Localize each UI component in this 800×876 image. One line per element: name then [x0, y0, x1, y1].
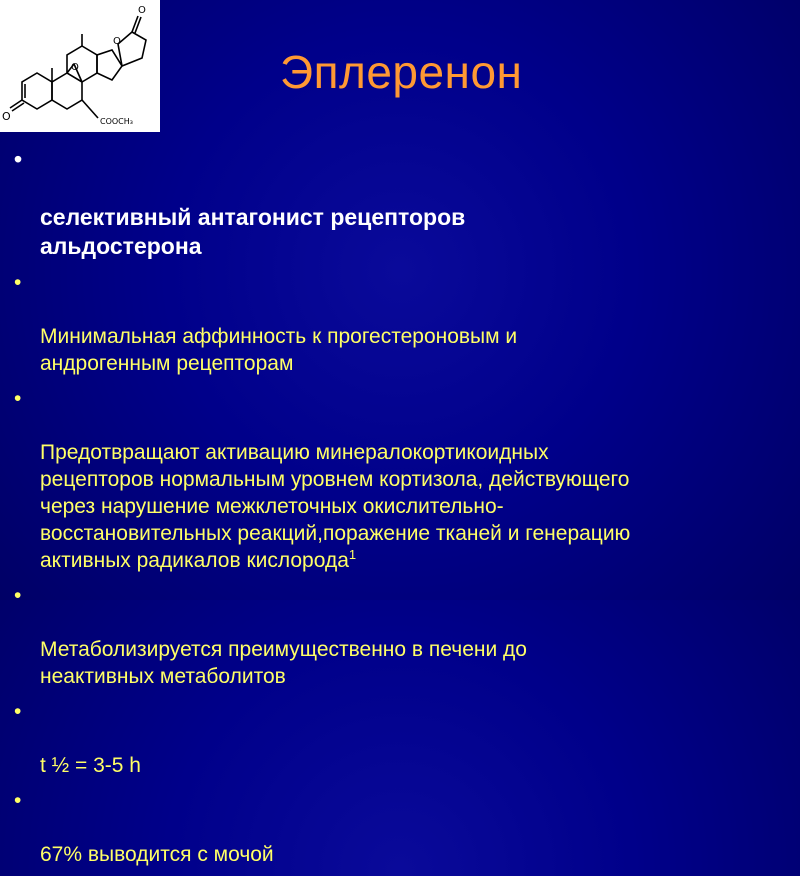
bullet-dot: •	[14, 271, 22, 294]
bullet-text: t ½ = 3-5 h	[40, 754, 141, 777]
bullet-list	[14, 145, 790, 876]
slide-title: Эплеренон	[280, 46, 523, 98]
epoxide-oxygen-label: O	[71, 62, 79, 73]
bullet-item	[14, 145, 790, 261]
bullet-item	[14, 385, 790, 574]
eplerenone-structure-diagram	[0, 0, 160, 132]
bullet-item	[14, 787, 790, 868]
bullet-dot: •	[14, 584, 22, 607]
bullet-dot: •	[14, 146, 23, 172]
lactone-oxygen-label: O	[113, 36, 121, 47]
bullet-item	[14, 698, 790, 779]
bullet-text: Минимальная аффинность к прогестероновым и андрогенным рецепторам	[40, 325, 518, 375]
bullet-text: селективный антагонист рецепторов альдостерона	[40, 204, 466, 259]
footnote-marker: 1	[348, 547, 357, 562]
bullet-text: Предотвращают активацию минералокортикоидных рецепторов нормальным уровнем кортизола, действующего через нарушение межклеточных окислительно- восстановительных реакций,поражение тканей и генерацию активных радикалов кислорода	[40, 441, 631, 572]
ketone-oxygen-label: O	[2, 110, 11, 123]
bullet-text: 67% выводится с мочой	[40, 843, 274, 866]
bullet-dot: •	[14, 700, 22, 723]
ester-label: COOCH₃	[100, 117, 133, 126]
chemical-structure-image	[0, 0, 160, 132]
bullet-dot: •	[14, 387, 22, 410]
bullet-item	[14, 582, 790, 690]
carbonyl-oxygen-label: O	[138, 5, 146, 16]
bullet-dot: •	[14, 789, 22, 812]
bullet-item	[14, 269, 790, 377]
bullet-text: Метаболизируется преимущественно в печени до неактивных метаболитов	[40, 638, 527, 688]
